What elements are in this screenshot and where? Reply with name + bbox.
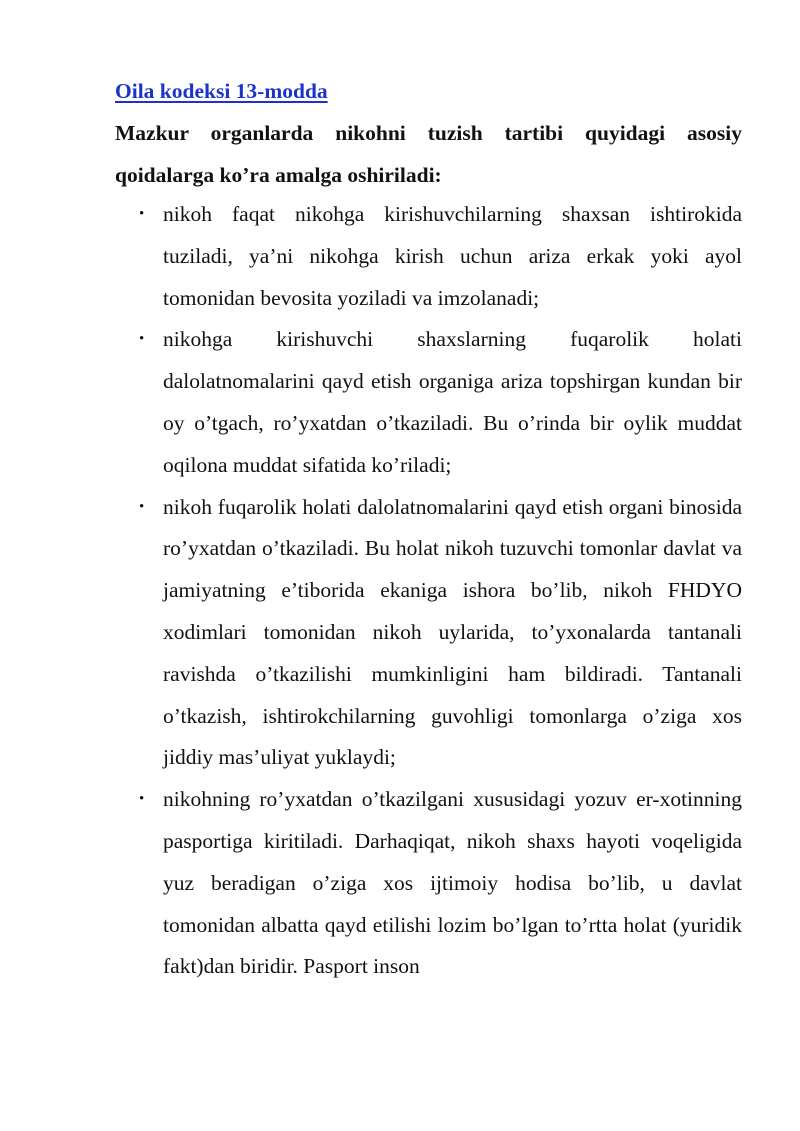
bullet-icon: • [139, 791, 145, 808]
list-item [0, 779, 742, 988]
list-item [0, 487, 742, 780]
list-item-text: nikoh faqat nikohga kirishuvchilarning shaxsan ishtirokida tuziladi, ya’ni nikohga kirish uchun ariza erkak yoki ayol tomonidan bevosita yoziladi va imzolanadi; [163, 202, 742, 310]
bullet-icon: • [139, 331, 145, 348]
rules-list [0, 194, 800, 988]
list-item [0, 194, 742, 319]
bullet-icon: • [139, 498, 145, 515]
bullet-icon: • [139, 206, 145, 222]
list-item-text: nikoh fuqarolik holati dalolatnomalarini qayd etish organi binosida ro’yxatdan o’tkaziladi. Bu holat nikoh tuzuvchi tomonlar davlat va jamiyatning e’tiborida ekaniga ishora bo’lib, nikoh FHDYO xodimlari tomonidan nikoh uylarida, to’yxonalarda tantanali ravishda o’tkazilishi mumkinligini ham bildiradi. Tantanali o’tkazish, ishtirokchilarning guvohligi tomonlarga o’ziga xos jiddiy mas’uliyat yuklaydi; [163, 494, 742, 770]
list-item-text: nikohga kirishuvchi shaxslarning fuqarolik holati dalolatnomalarini qayd etish organiga ariza topshirgan kundan bir oy o’tgach, ro’yxatdan o’tkaziladi. Bu o’rinda bir oylik muddat oqilona muddat sifatida ko’riladi; [163, 327, 742, 477]
list-item-text: nikohning ro’yxatdan o’tkazilgani xususidagi yozuv er-xotinning pasportiga kiritiladi. Darhaqiqat, nikoh shaxs hayoti voqeligida yuz beradigan o’ziga xos ijtimoiy hodisa bo’lib, u davlat tomonidan albatta qayd etilishi lozim bo’lgan to’rtta holat (yuridik fakt)dan biridir. Pasport inson [163, 787, 742, 979]
list-item [0, 319, 742, 486]
article-link[interactable]: Oila kodeksi 13-modda [115, 79, 328, 103]
section-heading: Mazkur organlarda nikohni tuzish tartibi quyidagi asosiy qoidalarga ko’ra amalga oshiriladi: [115, 121, 742, 187]
